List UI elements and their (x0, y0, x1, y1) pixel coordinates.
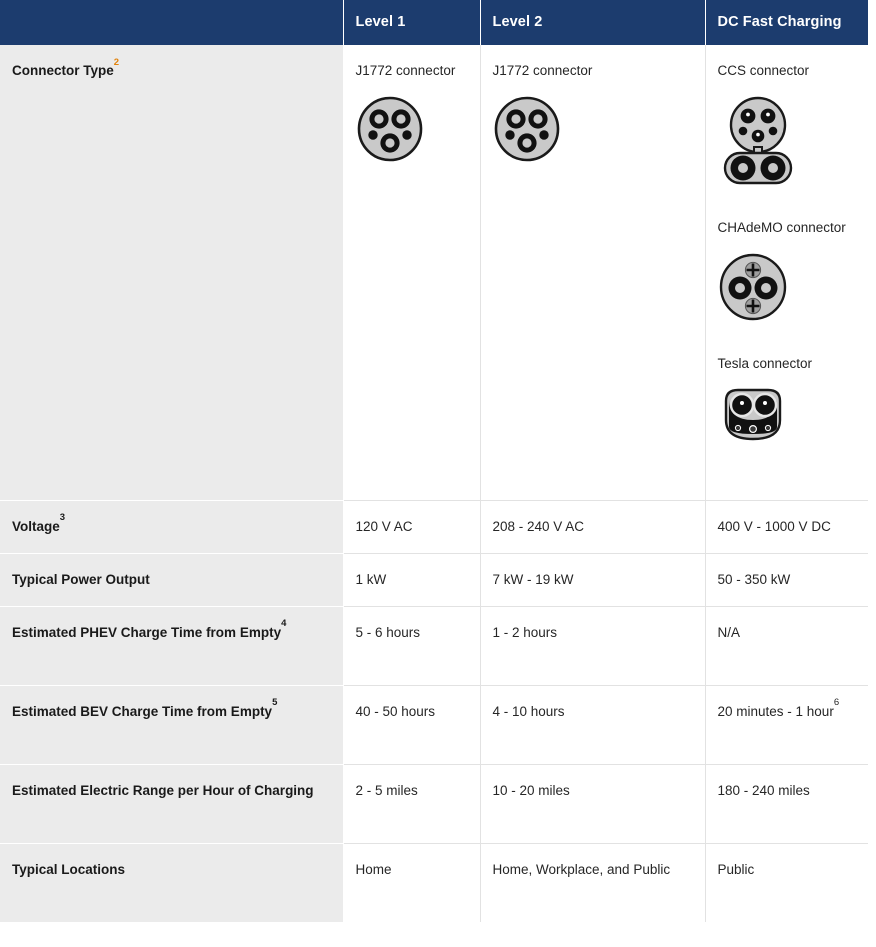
row-label-text: Connector Type (12, 63, 114, 78)
cell-level2-typical-locations: Home, Workplace, and Public (480, 843, 705, 922)
row-label-text: Estimated Electric Range per Hour of Charging (12, 782, 314, 798)
table-row (0, 45, 868, 500)
cell-level2-electric-range-per-hour: 10 - 20 miles (480, 764, 705, 843)
cell-dcfast-connector-type (705, 45, 868, 500)
row-label-bev-charge-time (0, 685, 343, 764)
footnote-marker: 6 (833, 697, 840, 709)
cell-level1-electric-range-per-hour: 2 - 5 miles (343, 764, 480, 843)
cell-dcfast-voltage: 400 V - 1000 V DC (705, 500, 868, 553)
cell-dcfast-typical-locations: Public (717, 861, 755, 877)
header-level-1: Level 1 (343, 0, 480, 45)
table-row (0, 843, 868, 922)
cell-level1-typical-locations: Home (343, 843, 480, 922)
row-label-text: Typical Locations (12, 861, 126, 877)
ccs-connector-name-label: CCS connector (717, 63, 810, 78)
cell-level1-bev-charge-time: 40 - 50 hours (343, 685, 480, 764)
row-label-text: Typical Power Output (12, 571, 150, 587)
table-row (0, 764, 868, 843)
row-label-voltage (0, 500, 343, 553)
cell-level2-phev-charge-time: 1 - 2 hours (480, 606, 705, 685)
cell-dcfast-electric-range-per-hour: 180 - 240 miles (705, 764, 868, 843)
row-label-typical-power-output (0, 553, 343, 606)
footnote-marker: 5 (272, 697, 278, 709)
j1772-connector-icon (356, 95, 468, 171)
chademo-connector-name-label: CHAdeMO connector (717, 220, 846, 236)
table-row (0, 500, 868, 553)
tesla-connector-icon (718, 387, 857, 453)
chademo-connector-icon (718, 252, 857, 330)
cell-dcfast-phev-charge-time: N/A (705, 606, 868, 685)
table-row (0, 606, 868, 685)
footnote-marker: 2 (113, 56, 120, 68)
cell-level1-voltage: 120 V AC (343, 500, 480, 553)
tesla-connector-name-label: Tesla connector (717, 355, 813, 371)
header-level-2: Level 2 (480, 0, 705, 45)
cell-level1-connector-type (343, 45, 480, 500)
cell-level2-voltage: 208 - 240 V AC (480, 500, 705, 553)
cell-level2-typical-power-output: 7 kW - 19 kW (480, 553, 705, 606)
cell-level2-connector-type (480, 45, 705, 500)
row-label-text: Estimated BEV Charge Time from Empty (12, 703, 273, 719)
table-body (0, 45, 868, 922)
header-row (0, 0, 868, 45)
connector-name-label: J1772 connector (355, 63, 456, 78)
cell-dcfast-typical-power-output: 50 - 350 kW (705, 553, 868, 606)
table-row (0, 553, 868, 606)
cell-level1-typical-power-output: 1 kW (343, 553, 480, 606)
row-label-electric-range-per-hour (0, 764, 343, 843)
cell-dcfast-bev-charge-time (705, 685, 868, 764)
row-label-connector-type (0, 45, 343, 500)
cell-level1-phev-charge-time: 5 - 6 hours (343, 606, 480, 685)
cell-value: 20 minutes - 1 hour (717, 703, 834, 719)
j1772-connector-icon (493, 95, 693, 171)
ccs-connector-icon (718, 95, 857, 195)
footnote-marker: 4 (281, 618, 287, 630)
row-label-phev-charge-time (0, 606, 343, 685)
table-row (0, 685, 868, 764)
connector-name-label: J1772 connector (492, 63, 593, 78)
table-header (0, 0, 868, 45)
row-label-text: Voltage (12, 518, 60, 534)
header-blank (0, 0, 343, 45)
row-label-text: Estimated PHEV Charge Time from Empty (12, 624, 282, 640)
cell-level2-bev-charge-time: 4 - 10 hours (480, 685, 705, 764)
row-label-typical-locations (0, 843, 343, 922)
footnote-marker: 3 (59, 512, 66, 524)
header-dc-fast-charging: DC Fast Charging (705, 0, 868, 45)
